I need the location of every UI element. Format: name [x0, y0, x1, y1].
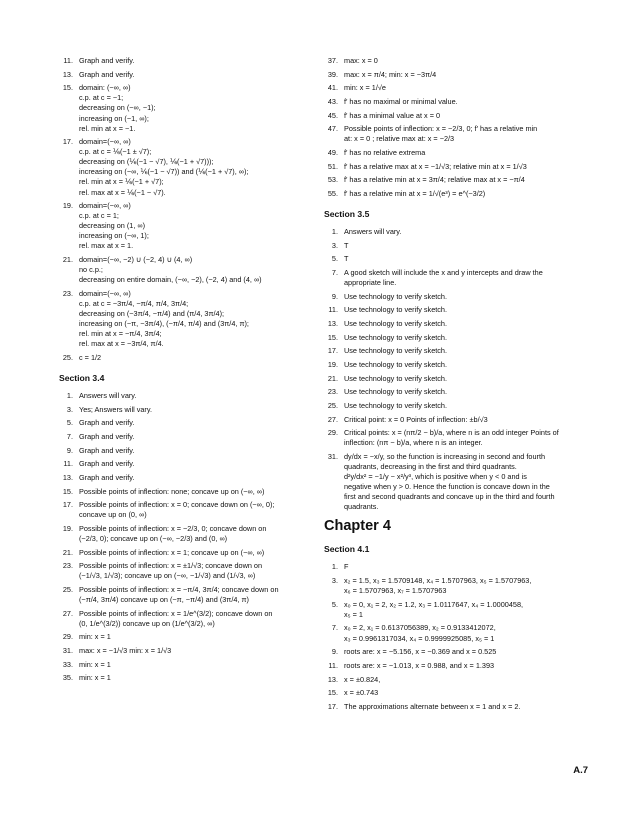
answer-entry	[320, 189, 582, 199]
answer-body	[344, 292, 582, 302]
answer-line: (−2/3, 0); concave up on (−∞, −2/3) and (0, ∞)	[79, 533, 228, 543]
answer-line: domain=(−∞, ∞)	[79, 201, 131, 211]
answer-number: 23.	[327, 387, 338, 397]
answer-entry	[320, 83, 582, 93]
answer-entry	[320, 70, 582, 80]
answer-entry	[55, 56, 313, 66]
answer-line: The approximations alternate between x = 1 and x = 2.	[344, 701, 521, 711]
answer-line: x = ±0.824,	[344, 674, 381, 684]
answer-body	[344, 83, 582, 93]
answer-body	[344, 428, 582, 448]
answer-line: Answers will vary.	[79, 390, 137, 400]
answer-entry	[55, 201, 313, 251]
answer-number: 17.	[62, 500, 73, 510]
answer-number: 15.	[327, 332, 338, 342]
answer-entry	[55, 255, 313, 285]
section-heading: Section 3.4	[59, 372, 105, 383]
answer-entry	[320, 241, 582, 251]
answer-entry	[55, 585, 313, 605]
answer-number: 25.	[327, 400, 338, 410]
answer-line: at: x = 0 ; relative max at: x = −2/3	[344, 134, 455, 144]
answer-entry	[320, 305, 582, 315]
answer-number: 23.	[62, 288, 73, 298]
answer-number: 27.	[327, 414, 338, 424]
answer-body	[79, 632, 313, 642]
answer-entry	[55, 561, 313, 581]
answer-body	[344, 346, 582, 356]
answer-body	[344, 148, 582, 158]
answer-body	[344, 374, 582, 384]
answer-line: d²y/dx² = −1/y − x²/y³, which is positive when y < 0 and is	[344, 472, 527, 482]
answer-line: x₃ = 0.9961317034, x₄ = 0.9999925085, x₅ = 1	[344, 633, 495, 643]
answer-number: 23.	[62, 561, 73, 571]
answer-line: domain=(−∞, ∞)	[79, 137, 131, 147]
answer-entry	[320, 292, 582, 302]
answer-line: Use technology to verify sketch.	[344, 291, 448, 301]
answer-body	[344, 702, 582, 712]
answer-line: Critical point: x = 0 Points of inflection: ±b/√3	[344, 414, 488, 424]
answer-entry	[55, 446, 313, 456]
answer-entry	[320, 124, 582, 144]
answer-entry	[55, 405, 313, 415]
answer-entry	[320, 333, 582, 343]
answer-body	[79, 561, 313, 581]
answer-number: 15.	[62, 83, 73, 93]
answer-entry	[55, 459, 313, 469]
answer-line: appropriate line.	[344, 278, 397, 288]
answer-body	[344, 111, 582, 121]
answer-number: 17.	[62, 137, 73, 147]
answer-body	[344, 661, 582, 671]
answer-line: Graph and verify.	[79, 459, 135, 469]
answer-number: 5.	[331, 599, 338, 609]
answer-entry	[320, 387, 582, 397]
answer-number: 35.	[62, 673, 73, 683]
answer-line: domain: (−∞, ∞)	[79, 83, 131, 93]
answer-line: c.p. at c = 1;	[79, 211, 119, 221]
answer-line: Answers will vary.	[344, 227, 402, 237]
answer-body	[344, 56, 582, 66]
answer-entry	[320, 268, 582, 288]
answer-body	[344, 70, 582, 80]
answer-line: max: x = 0	[344, 56, 378, 65]
answer-number: 49.	[327, 148, 338, 157]
answer-entry	[55, 660, 313, 670]
answer-body	[344, 162, 582, 172]
answer-entry	[320, 562, 582, 572]
answer-body	[344, 241, 582, 251]
answer-line: x₆ = 1.5707963, x₇ = 1.5707963	[344, 586, 447, 596]
answer-number: 47.	[327, 124, 338, 134]
answer-body	[344, 401, 582, 411]
answer-number: 17.	[327, 346, 338, 356]
answer-entry	[55, 137, 313, 197]
left-column	[55, 56, 313, 687]
answer-number: 11.	[328, 305, 338, 315]
answer-entry	[320, 319, 582, 329]
answer-body	[344, 576, 582, 596]
answer-line: domain=(−∞, ∞)	[79, 288, 131, 298]
answer-number: 25.	[62, 352, 73, 362]
answer-line: decreasing on entire domain, (−∞, −2), (−2, 4) and (4, ∞)	[79, 275, 262, 285]
answer-entry	[55, 418, 313, 428]
answer-entry	[320, 254, 582, 264]
answer-entry	[55, 70, 313, 80]
answer-number: 3.	[66, 404, 73, 414]
answer-line: Possible points of inflection: none; concave up on (−∞, ∞)	[79, 486, 265, 496]
answer-body	[344, 600, 582, 620]
answer-body	[79, 289, 313, 349]
answer-number: 17.	[327, 701, 338, 711]
answer-body	[79, 524, 313, 544]
answer-line: negative when y > 0. Hence the function is concave down in the	[344, 482, 550, 492]
answer-body	[79, 660, 313, 670]
answer-body	[344, 452, 582, 512]
answer-line: T	[344, 240, 349, 250]
answer-entry	[320, 600, 582, 620]
answer-line: F	[344, 562, 349, 572]
answer-line: Use technology to verify sketch.	[344, 360, 448, 369]
answer-line: Possible points of inflection: x = −2/3, 0; concave down on	[79, 523, 267, 533]
answer-body	[79, 353, 313, 363]
answer-line: rel. max at x = ⅙(−1 − √7).	[79, 187, 166, 197]
answer-line: decreasing on (−∞, −1);	[79, 103, 156, 113]
answer-entry	[320, 162, 582, 172]
answer-number: 45.	[327, 110, 338, 120]
answer-number: 11.	[63, 459, 73, 469]
answer-line: Yes; Answers will vary.	[79, 404, 152, 414]
answer-number: 55.	[327, 188, 338, 198]
answer-line: c.p. at c = −1;	[79, 93, 124, 103]
answer-entry	[320, 661, 582, 671]
answer-body	[344, 305, 582, 315]
answer-line: Graph and verify.	[79, 56, 135, 65]
right-column	[320, 56, 582, 715]
answer-entry	[55, 609, 313, 629]
answer-entry	[55, 673, 313, 683]
answer-line: Graph and verify.	[79, 445, 135, 455]
answer-body	[344, 333, 582, 343]
answer-number: 19.	[62, 523, 73, 533]
answer-body	[344, 675, 582, 685]
answer-line: min: x = 1	[79, 659, 111, 669]
answer-body	[79, 255, 313, 285]
answer-line: (−π/4, 3π/4) concave up on (−π, −π/4) and (3π/4, π)	[79, 595, 249, 605]
answer-line: rel. min at x = ⅙(−1 + √7);	[79, 177, 164, 187]
answer-line: Use technology to verify sketch.	[344, 387, 448, 397]
answer-line: Possible points of inflection: x = −2/3, 0; f′ has a relative min	[344, 124, 538, 134]
answer-entry	[320, 647, 582, 657]
answer-line: Graph and verify.	[79, 472, 135, 482]
answer-entry	[320, 56, 582, 66]
answer-entry	[55, 432, 313, 442]
answer-line: increasing on (−∞, ⅙(−1 − √7)) and (⅙(−1 + √7), ∞);	[79, 167, 249, 177]
answer-body	[344, 387, 582, 397]
answer-entry	[55, 632, 313, 642]
answer-entry	[320, 360, 582, 370]
answer-body	[79, 487, 313, 497]
answer-number: 13.	[62, 472, 73, 482]
answer-line: quadrants.	[344, 502, 379, 512]
answer-line: c = 1/2	[79, 352, 102, 362]
answer-entry	[55, 353, 313, 363]
answer-number: 5.	[331, 254, 338, 264]
answer-line: Use technology to verify sketch.	[344, 346, 448, 356]
answer-number: 1.	[331, 227, 338, 237]
answer-body	[344, 97, 582, 107]
answer-entry	[55, 524, 313, 544]
answer-number: 53.	[327, 175, 338, 185]
answer-line: x₀ = 2, x₁ = 0.6137056389, x₂ = 0.9133412072,	[344, 623, 496, 633]
answer-line: Use technology to verify sketch.	[344, 319, 448, 329]
answer-body	[344, 688, 582, 698]
answer-line: c.p. at c = −3π/4, −π/4, π/4, 3π/4;	[79, 298, 189, 308]
answer-body	[344, 623, 582, 643]
answer-entry	[320, 576, 582, 596]
answer-line: max: x = −1/√3 min: x = 1/√3	[79, 646, 172, 656]
answer-entry	[320, 97, 582, 107]
answer-number: 31.	[327, 452, 338, 461]
answer-line: (0, 1/e^(3/2)) concave up on (1/e^(3/2), ∞)	[79, 618, 215, 628]
chapter-heading: Chapter 4	[324, 518, 391, 535]
answer-line: inflection: (nπ − b)/a, where n is an integer.	[344, 438, 483, 448]
answer-line: domain=(−∞, −2) ∪ (−2, 4) ∪ (4, ∞)	[79, 255, 193, 265]
answer-line: T	[344, 254, 349, 264]
answer-body	[344, 360, 582, 370]
answer-line: f′ has no maximal or minimal value.	[344, 96, 458, 106]
answer-number: 13.	[327, 674, 338, 684]
answer-entry	[55, 487, 313, 497]
answer-number: 1.	[331, 562, 338, 572]
answer-body	[79, 459, 313, 469]
answer-line: first and second quadrants and concave up in the third and fourth	[344, 492, 555, 502]
answer-entry	[320, 623, 582, 643]
answer-line: max: x = π/4; min: x = −3π/4	[344, 69, 437, 79]
answer-line: x₂ = 1.5, x₃ = 1.5709148, x₄ = 1.5707963, x₅ = 1.5707963,	[344, 576, 532, 586]
answer-line: Possible points of inflection: x = ±1/√3; concave down on	[79, 561, 263, 571]
answer-entry	[55, 289, 313, 349]
answer-line: rel. max at x = 1.	[79, 241, 134, 251]
answer-line: quadrants, decreasing in the first and third quadrants.	[344, 462, 517, 472]
answer-body	[79, 201, 313, 251]
answer-number: 9.	[66, 445, 73, 455]
answer-body	[79, 548, 313, 558]
answer-body	[344, 268, 582, 288]
answer-entry	[320, 702, 582, 712]
answer-entry	[320, 346, 582, 356]
answer-body	[79, 432, 313, 442]
answer-body	[79, 446, 313, 456]
answer-line: A good sketch will include the x and y intercepts and draw the	[344, 268, 543, 277]
answer-line: decreasing on (−3π/4, −π/4) and (π/4, 3π/4);	[79, 309, 225, 318]
answer-line: Graph and verify.	[79, 431, 135, 441]
answer-line: f′ has no relative extrema	[344, 148, 426, 157]
answer-entry	[55, 500, 313, 520]
answer-number: 29.	[327, 428, 338, 438]
answer-line: Use technology to verify sketch.	[344, 373, 448, 383]
answer-entry	[320, 175, 582, 185]
answer-line: c.p. at c = ⅙(−1 ± √7);	[79, 147, 152, 157]
section-heading: Section 3.5	[324, 209, 370, 220]
answer-body	[344, 415, 582, 425]
answer-line: min: x = 1	[79, 673, 111, 683]
answer-line: decreasing on (⅙(−1 − √7), ⅙(−1 + √7)));	[79, 157, 214, 167]
answer-body	[79, 585, 313, 605]
answer-line: Possible points of inflection: x = 0; concave down on (−∞, 0);	[79, 500, 275, 510]
answer-line: roots are: x = −5.156, x = −0.369 and x = 0.525	[344, 647, 497, 657]
answer-line: x₀ = 0, x₁ = 2, x₂ = 1.2, x₃ = 1.0117647, x₄ = 1.0000458,	[344, 599, 524, 609]
answer-line: x₅ = 1	[344, 609, 363, 619]
answer-number: 37.	[327, 56, 338, 65]
answer-number: 19.	[62, 201, 73, 211]
answer-number: 7.	[331, 623, 338, 633]
answer-body	[79, 56, 313, 66]
answer-number: 15.	[327, 688, 338, 698]
answer-entry	[320, 688, 582, 698]
answer-line: (−1/√3, 1/√3); concave up on (−∞, −1/√3) and (1/√3, ∞)	[79, 571, 256, 581]
answer-number: 9.	[331, 291, 338, 301]
answer-entry	[55, 548, 313, 558]
answer-line: increasing on (−1, ∞);	[79, 113, 149, 123]
answer-body	[79, 646, 313, 656]
answer-entry	[55, 646, 313, 656]
answer-line: increasing on (−π, −3π/4), (−π/4, π/4) and (3π/4, π);	[79, 319, 249, 329]
answer-line: Possible points of inflection: x = 1; concave up on (−∞, ∞)	[79, 547, 265, 557]
answer-line: rel. max at x = −3π/4, π/4.	[79, 339, 164, 349]
answer-number: 3.	[331, 576, 338, 586]
answer-body	[344, 175, 582, 185]
answer-line: Use technology to verify sketch.	[344, 400, 448, 410]
answer-body	[344, 189, 582, 199]
answer-entry	[55, 391, 313, 401]
answer-number: 13.	[327, 319, 338, 329]
answer-number: 51.	[327, 161, 338, 171]
answer-line: f′ has a minimal value at x = 0	[344, 110, 441, 120]
answer-body	[344, 227, 582, 237]
answer-line: Critical points: x = (nπ/2 − b)/a, where n is an odd integer Points of	[344, 428, 559, 438]
answer-entry	[320, 452, 582, 512]
answer-line: decreasing on (1, ∞)	[79, 221, 146, 231]
answer-body	[79, 500, 313, 520]
answer-body	[79, 83, 313, 133]
answer-line: Use technology to verify sketch.	[344, 332, 448, 342]
answer-number: 3.	[331, 240, 338, 250]
page-number: A.7	[573, 765, 588, 776]
answer-number: 15.	[62, 486, 73, 496]
answer-body	[79, 137, 313, 197]
answer-number: 31.	[62, 646, 73, 656]
answer-number: 27.	[62, 608, 73, 618]
answer-body	[344, 562, 582, 572]
answer-entry	[320, 428, 582, 448]
answer-number: 39.	[327, 69, 338, 79]
answer-line: Graph and verify.	[79, 69, 135, 79]
answer-line: no c.p.;	[79, 265, 103, 275]
answer-number: 29.	[62, 632, 73, 642]
answer-entry	[320, 227, 582, 237]
answer-entry	[55, 473, 313, 483]
answer-body	[344, 319, 582, 329]
answer-body	[79, 405, 313, 415]
answer-body	[79, 391, 313, 401]
answer-entry	[320, 374, 582, 384]
answer-number: 21.	[62, 255, 73, 265]
answer-entry	[320, 675, 582, 685]
answer-number: 11.	[328, 660, 338, 670]
answer-line: f′ has a relative max at x = −1/√3; relative min at x = 1/√3	[344, 161, 527, 171]
answer-number: 19.	[327, 360, 338, 369]
answer-entry	[55, 83, 313, 133]
answer-line: roots are: x = −1.013, x = 0.988, and x = 1.393	[344, 660, 495, 670]
answer-line: min: x = 1	[79, 632, 111, 642]
answer-body	[79, 673, 313, 683]
answer-line: Possible points of inflection: x = −π/4, 3π/4; concave down on	[79, 584, 279, 594]
answer-body	[79, 473, 313, 483]
answer-line: increasing on (−∞, 1);	[79, 231, 149, 241]
answer-number: 5.	[66, 418, 73, 428]
answer-number: 7.	[66, 431, 73, 441]
answer-entry	[320, 111, 582, 121]
answer-number: 1.	[66, 390, 73, 400]
answer-line: Use technology to verify sketch.	[344, 305, 448, 315]
answer-line: f′ has a relative min at x = 3π/4; relative max at x = −π/4	[344, 175, 525, 185]
answer-number: 7.	[331, 268, 338, 277]
answer-line: min: x = 1/√e	[344, 83, 386, 93]
answer-line: dy/dx = −x/y, so the function is increasing in second and fourth	[344, 452, 546, 461]
answer-number: 13.	[62, 69, 73, 79]
answer-line: rel. min at x = −π/4, 3π/4;	[79, 329, 162, 339]
answer-body	[79, 70, 313, 80]
answer-body	[344, 124, 582, 144]
answer-number: 21.	[62, 547, 73, 557]
answer-body	[79, 609, 313, 629]
answer-number: 9.	[331, 647, 338, 657]
answer-body	[344, 647, 582, 657]
answer-number: 21.	[327, 373, 338, 383]
answer-entry	[320, 415, 582, 425]
answer-number: 33.	[62, 659, 73, 669]
answer-line: rel. min at x = −1.	[79, 123, 136, 133]
answer-line: Possible points of inflection: x = 1/e^(3/2); concave down on	[79, 608, 273, 618]
answer-entry	[320, 148, 582, 158]
answer-line: f′ has a relative min at x = 1/√(e³) = e^(−3/2)	[344, 188, 486, 198]
answer-number: 43.	[327, 96, 338, 106]
answer-number: 41.	[327, 83, 338, 93]
answer-entry	[320, 401, 582, 411]
answer-line: x = ±0.743	[344, 688, 379, 698]
answer-body	[344, 254, 582, 264]
answer-number: 25.	[62, 584, 73, 594]
answer-line: Graph and verify.	[79, 418, 135, 428]
section-heading: Section 4.1	[324, 544, 370, 555]
answer-number: 11.	[63, 56, 73, 65]
answer-line: concave up on (0, ∞)	[79, 510, 147, 520]
answer-body	[79, 418, 313, 428]
